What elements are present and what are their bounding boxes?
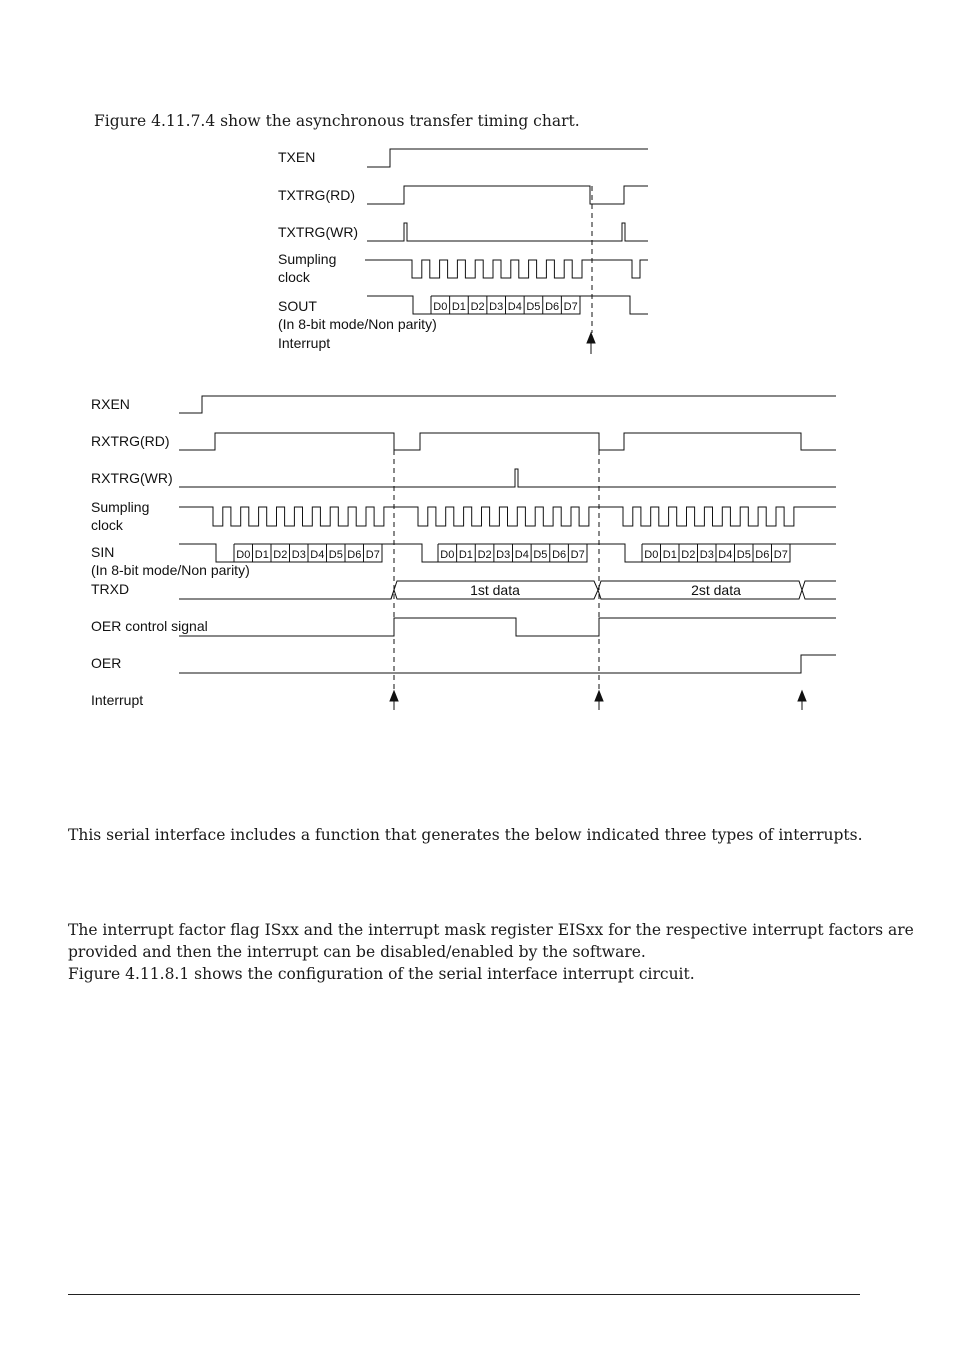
bit-label-d5: D5 xyxy=(736,549,751,561)
label-rxen: RXEN xyxy=(91,396,130,412)
label-tx-interrupt: Interrupt xyxy=(278,335,331,351)
bit-label-d2: D2 xyxy=(477,549,492,561)
bit-label-d5: D5 xyxy=(526,301,541,313)
label-sout: SOUT xyxy=(278,298,317,314)
paragraph-flag-line-2: provided and then the interrupt can be disabled/enabled by the software. xyxy=(68,943,646,961)
paragraph-flag-line-3: Figure 4.11.8.1 shows the configuration of the serial interface interrupt circuit. xyxy=(68,965,695,983)
rxen-wave xyxy=(179,396,836,413)
rxtrg-rd-wave xyxy=(179,433,836,450)
label-tx-sampling: Sumpling xyxy=(278,251,337,267)
bit-label-d1: D1 xyxy=(254,549,269,561)
label-oer: OER xyxy=(91,655,122,671)
bit-label-d0: D0 xyxy=(440,549,455,561)
intro-text: Figure 4.11.7.4 show the asynchronous transfer timing chart. xyxy=(94,112,580,130)
label-txtrg-rd: TXTRG(RD) xyxy=(278,187,355,203)
rx-sampling-clock xyxy=(179,507,836,526)
bit-label-d7: D7 xyxy=(570,549,585,561)
bit-label-d6: D6 xyxy=(552,549,567,561)
bit-label-d6: D6 xyxy=(755,549,770,561)
trxd-frame-2: 2st data xyxy=(691,582,741,598)
bit-label-d0: D0 xyxy=(433,301,448,313)
label-txtrg-wr: TXTRG(WR) xyxy=(278,224,359,240)
oer-control-wave xyxy=(179,618,836,636)
bit-label-d0: D0 xyxy=(236,549,251,561)
label-rxtrg-wr: RXTRG(WR) xyxy=(91,470,173,486)
rx-interrupt-arrow-3 xyxy=(798,691,806,710)
label-rx-interrupt: Interrupt xyxy=(91,692,144,708)
bit-label-d3: D3 xyxy=(291,549,306,561)
label-rx-clock: clock xyxy=(91,517,123,533)
label-rxtrg-rd: RXTRG(RD) xyxy=(91,433,170,449)
bit-label-d6: D6 xyxy=(545,301,560,313)
txtrg-rd-wave xyxy=(367,186,648,204)
bit-label-d1: D1 xyxy=(458,549,473,561)
rxtrg-wr-wave xyxy=(179,469,836,487)
bit-label-d7: D7 xyxy=(773,549,788,561)
bit-label-d2: D2 xyxy=(470,301,485,313)
bit-label-d5: D5 xyxy=(328,549,343,561)
label-tx-mode: (In 8-bit mode/Non parity) xyxy=(278,316,437,332)
paragraph-flag-line-1: The interrupt factor flag ISxx and the interrupt mask register EISxx for the respective interrupt factors are xyxy=(68,921,914,939)
bit-label-d6: D6 xyxy=(347,549,362,561)
bit-label-d3: D3 xyxy=(699,549,714,561)
label-trxd: TRXD xyxy=(91,581,130,597)
bit-label-d4: D4 xyxy=(310,549,325,561)
bit-label-d7: D7 xyxy=(365,549,380,561)
bit-label-d3: D3 xyxy=(489,301,504,313)
tx-sampling-clock xyxy=(365,260,648,278)
bit-label-d4: D4 xyxy=(718,549,733,561)
bit-label-d1: D1 xyxy=(662,549,677,561)
bit-label-d3: D3 xyxy=(496,549,511,561)
txtrg-wr-wave xyxy=(367,223,648,241)
bit-label-d2: D2 xyxy=(273,549,288,561)
trxd-bus-top xyxy=(394,581,836,590)
bit-label-d0: D0 xyxy=(644,549,659,561)
bit-label-d4: D4 xyxy=(507,301,522,313)
trxd-frame-1: 1st data xyxy=(470,582,520,598)
label-tx-clock: clock xyxy=(278,269,310,285)
bit-label-d4: D4 xyxy=(514,549,529,561)
label-txen: TXEN xyxy=(278,149,316,165)
label-rx-sampling: Sumpling xyxy=(91,499,150,515)
tx-interrupt-arrow xyxy=(587,333,595,354)
bit-label-d1: D1 xyxy=(451,301,466,313)
label-rx-mode: (In 8-bit mode/Non parity) xyxy=(91,562,250,578)
rx-interrupt-arrow-1 xyxy=(390,691,398,710)
footer-rule xyxy=(68,1294,860,1295)
oer-wave xyxy=(179,655,836,673)
bit-label-d7: D7 xyxy=(563,301,578,313)
bit-label-d5: D5 xyxy=(533,549,548,561)
bit-label-d2: D2 xyxy=(681,549,696,561)
paragraph-interrupt-types: This serial interface includes a function that generates the below indicated three types of interrupts. xyxy=(68,826,863,844)
label-oer-control: OER control signal xyxy=(91,618,208,634)
rx-interrupt-arrow-2 xyxy=(595,691,603,710)
label-sin: SIN xyxy=(91,544,115,560)
txen-wave xyxy=(367,149,648,167)
